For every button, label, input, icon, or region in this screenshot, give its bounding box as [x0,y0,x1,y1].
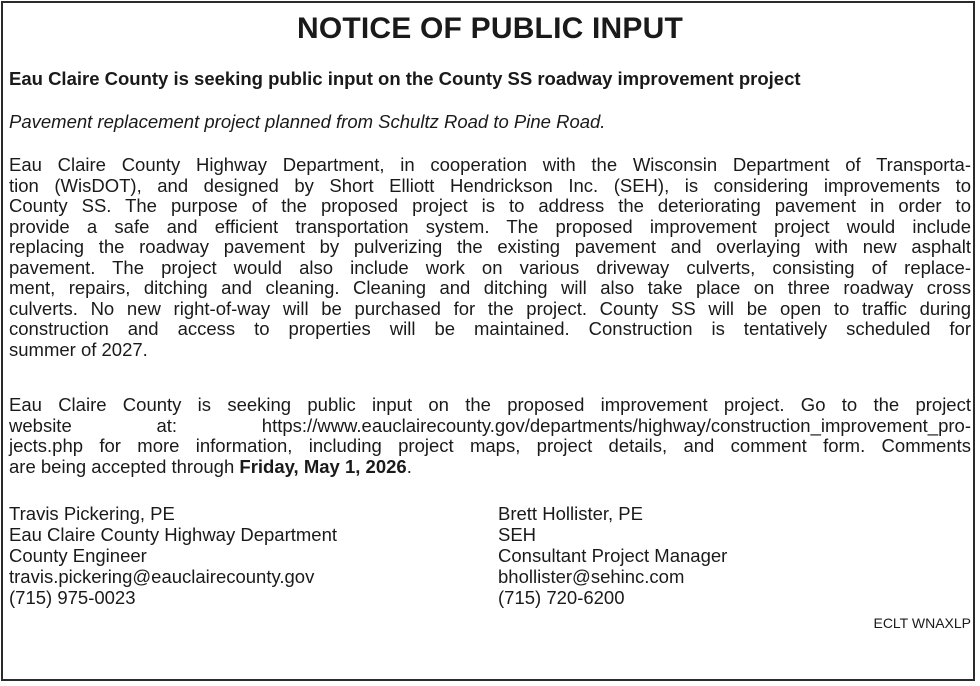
contact-name: Travis Pickering, PE [9,503,175,524]
paragraph-line: replacing the roadway pavement by pulverizing the existing pavement and overlaying with new asphalt [9,236,971,257]
contact-organization: Eau Claire County Highway Department [9,524,338,545]
contact-email: bhollister@sehinc.com [498,566,685,587]
notice-subheadline: Pavement replacement project planned from Schultz Road to Pine Road. [9,111,606,132]
notice-title: NOTICE OF PUBLIC INPUT [296,12,684,45]
paragraph-line: culverts. No new right-of-way will be purchased for the project. County SS will be open to traffic during [9,297,971,319]
paragraph-line: tion (WisDOT), and designed by Short Elliott Hendrickson Inc. (SEH), is considering improvements to [9,174,971,196]
comment-deadline: Friday, May 1, 2026 [239,455,407,477]
contact-county-engineer [9,503,337,608]
contact-email: travis.pickering@eauclairecounty.gov [9,566,315,587]
ad-code: ECLT WNAXLP [873,615,971,631]
deadline-suffix: . [406,455,412,477]
paragraph-line-final [9,457,971,478]
paragraph-line: County SS. The purpose of the proposed project is to address the deteriorating pavement in order to [9,195,971,216]
paragraph-line: jects.php for more information, including project maps, project details, and comment form. Comments [9,435,971,456]
notice-headline: Eau Claire County is seeking public input on the County SS roadway improvement project [9,68,801,89]
contact-role: Consultant Project Manager [498,545,728,566]
contact-phone: (715) 975-0023 [9,587,136,608]
contact-role: County Engineer [9,545,147,566]
deadline-prefix: are being accepted through [9,455,240,477]
paragraph-line: Eau Claire County Highway Department, in cooperation with the Wisconsin Department of Transporta- [9,154,971,175]
paragraph-line: summer of 2027. [9,338,148,360]
paragraph-line: construction and access to properties will be maintained. Construction is tentatively scheduled for [9,318,971,339]
contact-phone: (715) 720-6200 [498,587,625,608]
project-description-paragraph [9,155,971,360]
paragraph-line: provide a safe and efficient transportation system. The proposed improvement project would include [9,215,971,237]
paragraph-line: pavement. The project would also include work on various driveway culverts, consisting of replace- [9,256,971,278]
contact-name: Brett Hollister, PE [498,503,643,524]
contact-organization: SEH [498,524,537,545]
paragraph-line: ment, repairs, ditching and cleaning. Cleaning and ditching will also take place on three roadway cross [9,277,971,298]
public-input-paragraph [9,395,971,477]
paragraph-line: Eau Claire County is seeking public input on the proposed improvement project. Go to the project [9,394,971,415]
paragraph-line: website at: https://www.eauclairecounty.gov/departments/highway/construction_improvement_pro- [9,414,971,436]
contact-consultant-manager [498,503,727,608]
